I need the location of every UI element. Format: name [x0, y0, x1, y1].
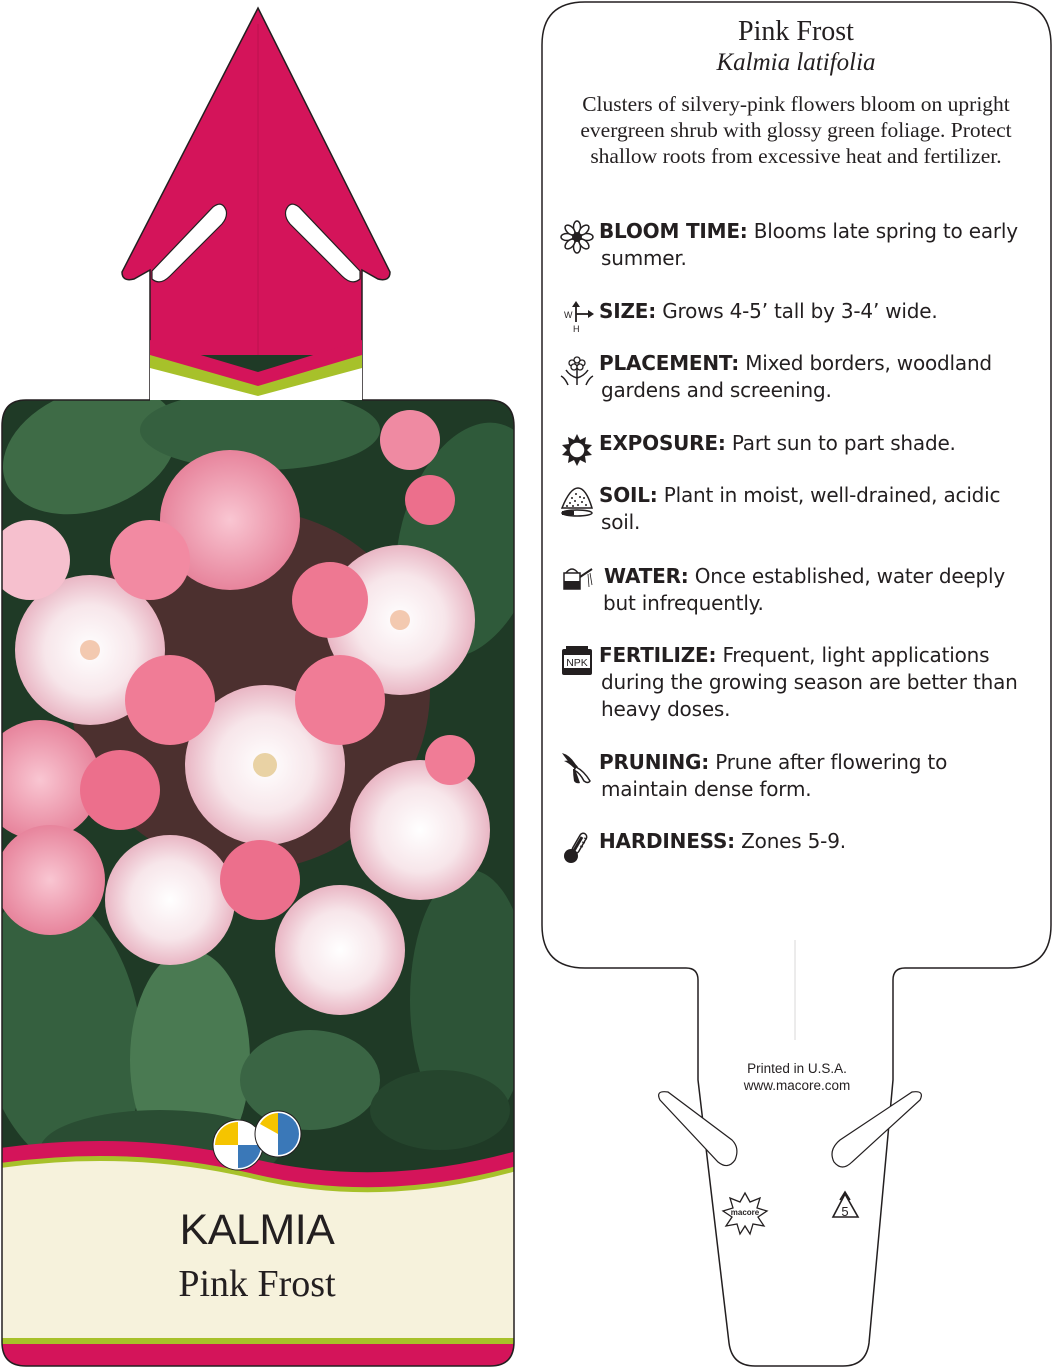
- svg-text:W: W: [564, 310, 573, 320]
- pruning-text-cont: maintain dense form.: [601, 777, 812, 801]
- placement-text: Mixed borders, woodland: [745, 351, 992, 375]
- svg-text:macore: macore: [730, 1208, 760, 1217]
- placement-label: PLACEMENT:: [599, 351, 740, 375]
- fertilize-label: FERTILIZE:: [599, 643, 717, 667]
- soil-mound-icon: [560, 484, 594, 518]
- exposure-label: EXPOSURE:: [599, 431, 726, 455]
- soil-label: SOIL:: [599, 483, 658, 507]
- npk-fertilizer-icon: [560, 644, 594, 678]
- fertilize-text: Frequent, light applications: [722, 643, 990, 667]
- bloom-time-label: BLOOM TIME:: [599, 219, 748, 243]
- pruning-label: PRUNING:: [599, 750, 710, 774]
- watering-can-icon: [560, 565, 594, 599]
- water-text: Once established, water deeply: [694, 564, 1006, 588]
- thermometer-icon: [560, 830, 594, 864]
- exposure-text: Part sun to part shade.: [731, 431, 956, 455]
- bloom-time-text-cont: summer.: [601, 246, 687, 270]
- website: www.macore.com: [743, 1078, 851, 1093]
- common-name: Pink Frost: [738, 16, 854, 47]
- flower-icon: [560, 220, 594, 254]
- cultivar-name: Pink Frost: [178, 1263, 336, 1305]
- bloom-time-text: Blooms late spring to early: [753, 219, 1018, 243]
- hardiness-label: HARDINESS:: [599, 829, 735, 853]
- svg-text:H: H: [573, 324, 580, 334]
- latin-name: Kalmia latifolia: [716, 49, 876, 76]
- size-label: SIZE:: [599, 299, 657, 323]
- fertilize-text-cont: during the growing season are better than: [601, 670, 1018, 694]
- placement-plants-icon: [560, 352, 594, 386]
- placement-text-cont: gardens and screening.: [601, 378, 832, 402]
- front-tag: [0, 8, 569, 1369]
- sun-icon: [560, 432, 594, 466]
- fertilize-text-cont2: heavy doses.: [601, 697, 731, 721]
- printed-in: Printed in U.S.A.: [747, 1061, 847, 1076]
- pruning-text: Prune after flowering to: [715, 750, 948, 774]
- pruners-icon: [560, 751, 594, 785]
- plant-description: Clusters of silvery-pink flowers bloom on upright evergreen shrub with glossy green foliage. Protect shallow roots from excessive heat and fertilizer.: [580, 92, 1012, 168]
- soil-text: Plant in moist, well-drained, acidic: [663, 483, 1001, 507]
- svg-text:5: 5: [841, 1204, 849, 1219]
- soil-text-cont: soil.: [601, 510, 641, 534]
- water-text-cont: but infrequently.: [603, 591, 764, 615]
- hardiness-text: Zones 5-9.: [741, 829, 846, 853]
- size-text: Grows 4-5’ tall by 3-4’ wide.: [662, 299, 938, 323]
- tag-arrow-top: [122, 8, 390, 400]
- printer-credit: [690, 1060, 904, 1094]
- water-label: WATER:: [604, 564, 689, 588]
- svg-text:NPK: NPK: [566, 657, 588, 669]
- genus-name: KALMIA: [179, 1206, 335, 1254]
- size-arrows-icon: [560, 300, 594, 334]
